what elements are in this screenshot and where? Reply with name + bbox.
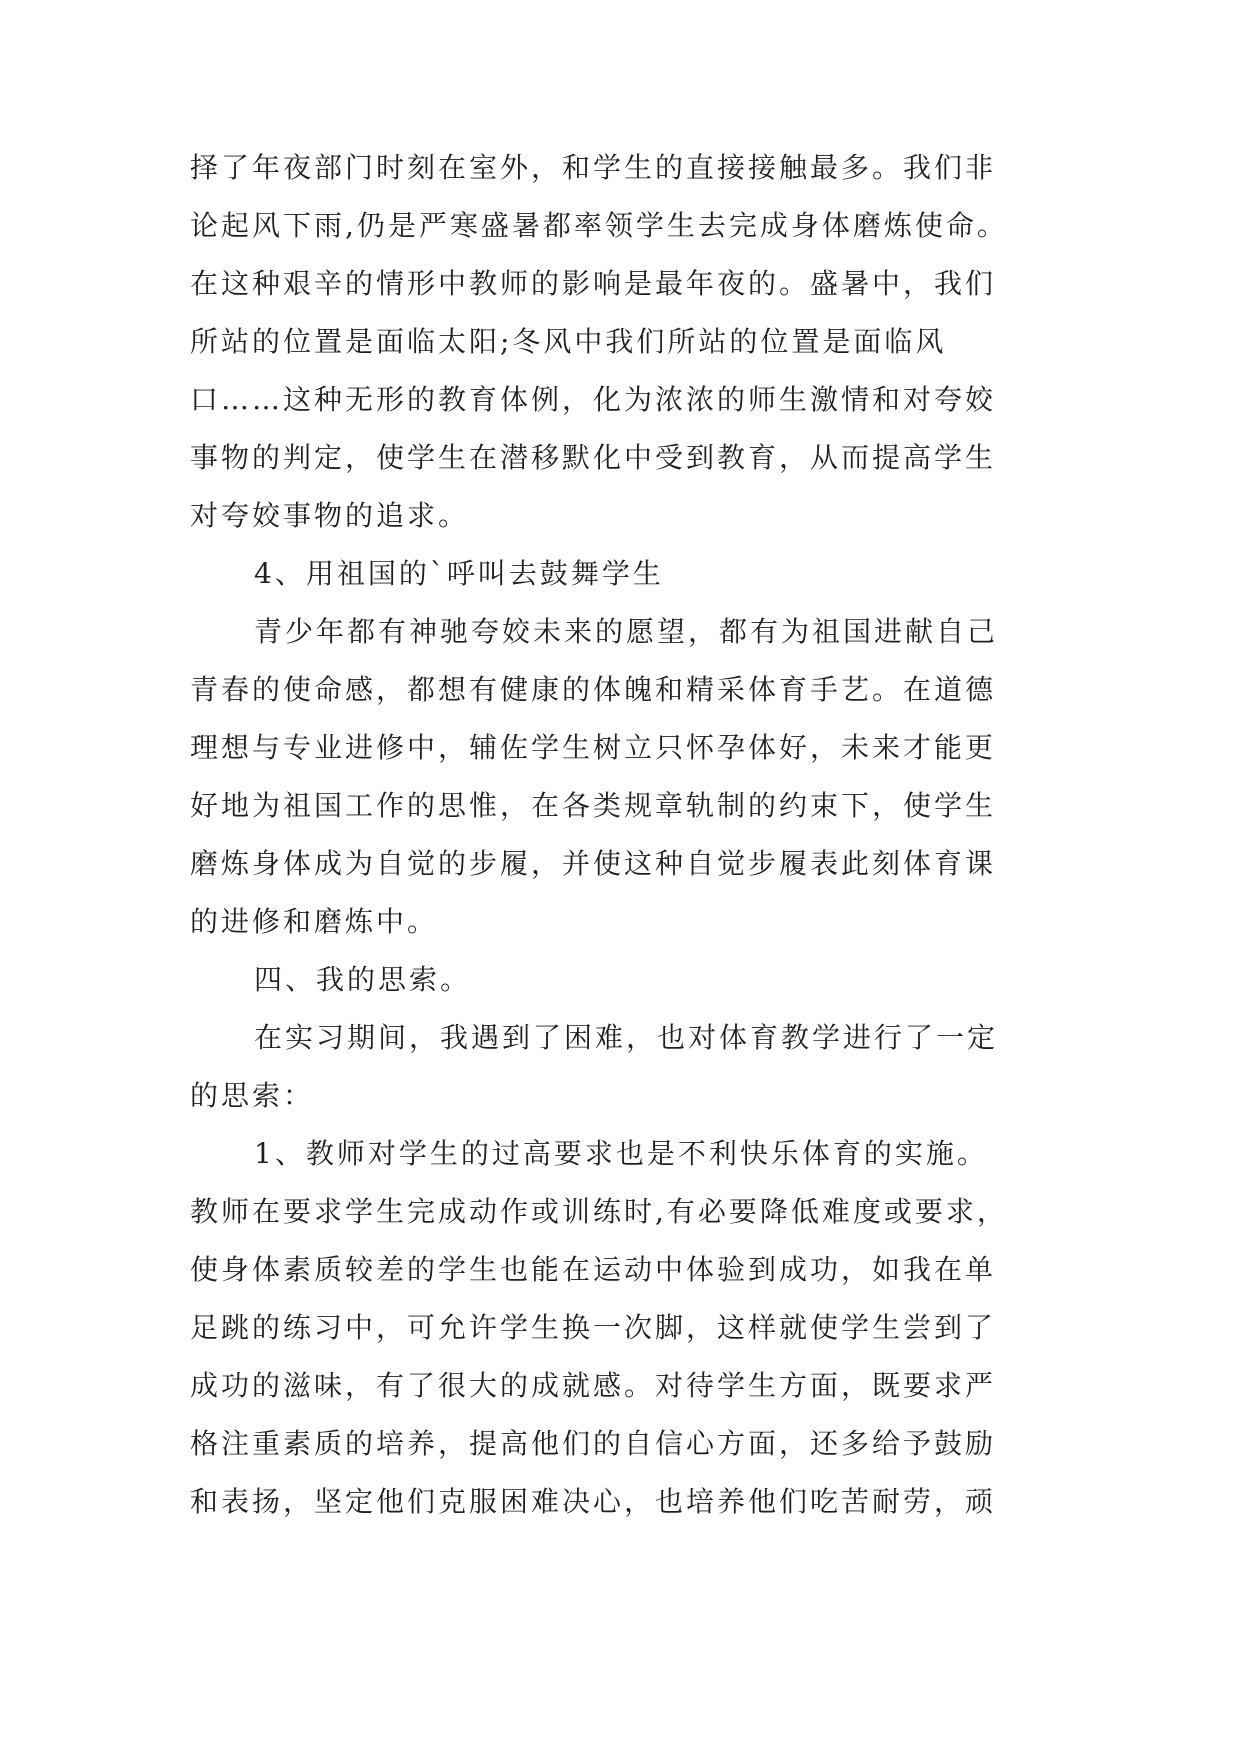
text-line-12: 好地为祖国工作的思惟，在各类规章轨制的约束下，使学生	[190, 789, 997, 822]
text-line-4: 所站的位置是面临太阳;冬风中我们所站的位置是面临风	[190, 325, 947, 358]
section-heading-4: 4、用祖国的`呼叫去鼓舞学生	[254, 557, 664, 590]
text-line-19: 教师在要求学生完成动作或训练时,有必要降低难度或要求，	[190, 1195, 1008, 1228]
text-line-20: 使身体素质较差的学生也能在运动中体验到成功，如我在单	[190, 1253, 997, 1286]
text-line-9: 青少年都有神驰夸姣未来的愿望，都有为祖国进献自己	[254, 615, 999, 648]
text-line-22: 成功的滋味，有了很大的成就感。对待学生方面，既要求严	[190, 1369, 997, 1402]
text-line-10: 青春的使命感，都想有健康的体魄和精采体育手艺。在道德	[190, 673, 997, 706]
text-line-3: 在这种艰辛的情形中教师的影响是最年夜的。盛暑中，我们	[190, 267, 997, 300]
text-line-5: 口……这种无形的教育体例，化为浓浓的师生激情和对夸姣	[190, 383, 997, 416]
text-line-1: 择了年夜部门时刻在室外，和学生的直接接触最多。我们非	[190, 151, 997, 184]
text-line-16: 在实习期间，我遇到了困难，也对体育教学进行了一定	[254, 1021, 999, 1054]
text-line-13: 磨炼身体成为自觉的步履，并使这种自觉步履表此刻体育课	[190, 847, 997, 880]
text-line-23: 格注重素质的培养，提高他们的自信心方面，还多给予鼓励	[190, 1427, 997, 1460]
text-line-14: 的进修和磨炼中。	[190, 905, 439, 938]
text-line-11: 理想与专业进修中，辅佐学生树立只怀孕体好，未来才能更	[190, 731, 997, 764]
text-line-17: 的思索：	[190, 1079, 315, 1112]
text-line-6: 事物的判定，使学生在潜移默化中受到教育，从而提高学生	[190, 441, 997, 474]
text-line-2: 论起风下雨,仍是严寒盛暑都率领学生去完成身体磨炼使命。	[190, 209, 1008, 242]
text-line-21: 足跳的练习中，可允许学生换一次脚，这样就使学生尝到了	[190, 1311, 997, 1344]
text-line-24: 和表扬，坚定他们克服困难决心，也培养他们吃苦耐劳，顽	[190, 1485, 997, 1518]
section-heading-four: 四、我的思索。	[254, 963, 472, 996]
text-line-18: 1、教师对学生的过高要求也是不利快乐体育的实施。	[254, 1137, 988, 1170]
text-line-7: 对夸姣事物的追求。	[190, 499, 470, 532]
